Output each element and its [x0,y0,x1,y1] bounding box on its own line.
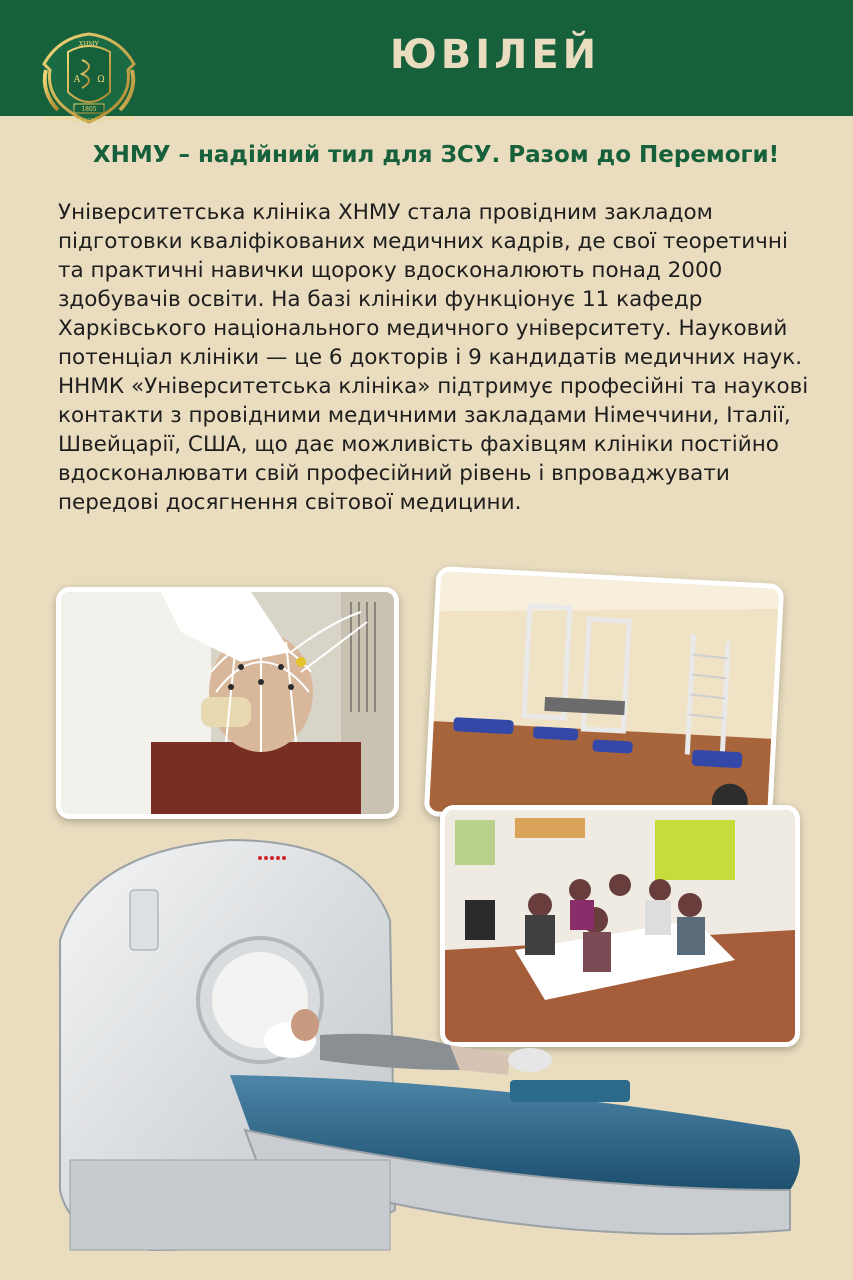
svg-text:A: A [73,75,81,85]
svg-text:EXTREMUM: EXTREMUM [72,118,106,124]
article-subtitle: ХНМУ – надійний тил для ЗСУ. Разом до Перемоги! [92,142,780,168]
svg-text:Ω: Ω [97,75,105,85]
svg-text:OPTIMUM: OPTIMUM [106,116,134,122]
svg-text:VALETUDO: VALETUDO [43,116,73,122]
eeg-examination-photo [56,587,399,819]
university-crest-icon [38,30,140,130]
section-title: ЮВІЛЕЙ [389,32,601,78]
article-body [58,198,818,517]
paragraph-1: Університетська клініка ХНМУ стала провідним закладом підготовки кваліфікованих медичних кадрів, де свої теоретичні та практичні навички щороку вдосконалюють понад 2000 здобувачів освіти. На базі клініки функціонує 11 кафедр Харківського національного медичного університету. Науковий потенціал клініки — це 6 докторів і 9 кандидатів медичних наук. [58,200,803,370]
ct-scanner-photo [30,830,820,1260]
paragraph-2: ННМК «Університетська клініка» підтримує професійні та наукові контакти з провідними медичними закладами Німеччини, Італії, Швейцарії, США, що дає можливість фахівцям клініки постійно вдосконалювати свій професійний рівень і впроваджувати передові досягнення світової медицини. [58,374,809,515]
svg-text:ХНМУ: ХНМУ [79,41,99,48]
header-banner [0,0,853,124]
svg-text:1805: 1805 [81,106,97,113]
rehabilitation-gym-photo [424,566,785,834]
